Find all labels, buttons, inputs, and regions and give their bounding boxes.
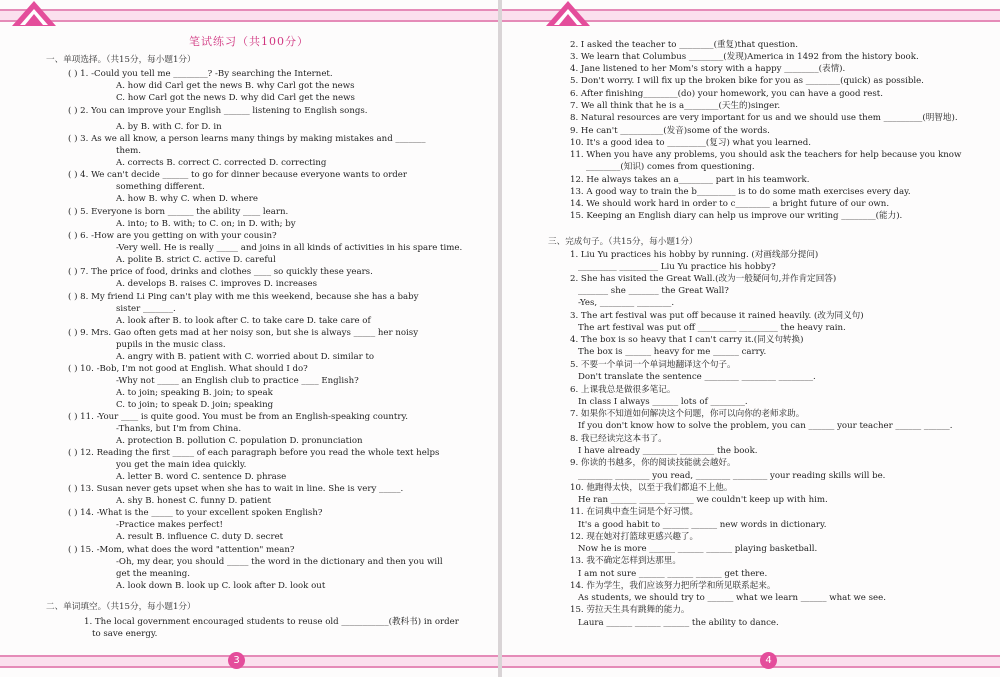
section-header-word-fill: 二、单词填空。（共15分，每小题1分）	[46, 602, 196, 612]
left-line: ( ) 2. You can improve your English ______ listening to English songs.	[68, 106, 368, 116]
page-title: 笔试练习（共100分）	[189, 35, 309, 48]
left-line: A. angry with B. patient with C. worried about D. similar to	[116, 352, 375, 362]
right-line: _________ _________ Liu Yu practice his hobby?	[578, 262, 776, 272]
right-line: I have already ________ ________ the book.	[578, 446, 758, 456]
left-page	[0, 0, 498, 677]
right-line: Now he is more ______ ______ ______ playing basketball.	[578, 544, 818, 554]
right-line: In class I always ______ lots of ________.	[578, 397, 748, 407]
right-line: 7. 如果你不知道如何解决这个问题，你可以向你的老师求助。	[570, 409, 805, 419]
left-line: ( ) 10. -Bob, I'm not good at English. What should I do?	[68, 364, 308, 374]
left-line: ( ) 3. As we all know, a person learns many things by making mistakes and _______	[68, 134, 426, 144]
right-line: 12. He always takes an a________ part in his teamwork.	[570, 175, 810, 185]
right-line: 3. The art festival was put off because it rained heavily. (改为同义句)	[570, 311, 864, 321]
right-line: 9. 你读的书越多，你的阅读技能就会越好。	[570, 458, 736, 468]
left-line: -Why not _____ an English club to practice ____ English?	[116, 376, 359, 386]
right-line: 14. We should work hard in order to c________ a bright future of our own.	[570, 199, 890, 209]
right-line: 5. 不要一个单词一个单词地翻译这个句子。	[570, 360, 736, 370]
right-line: 10. It's a good idea to _________(复习) what you learned.	[570, 138, 811, 148]
left-line: A. by B. with C. for D. in	[116, 122, 222, 132]
left-line: you get the main idea quickly.	[116, 460, 247, 470]
right-line: If you don't know how to solve the problem, you can ______ your teacher ______ ______.	[578, 421, 953, 431]
left-line: A. to join; speaking B. join; to speak	[116, 388, 273, 398]
left-line: C. to join; to speak D. join; speaking	[116, 400, 274, 410]
left-line: 1. The local government encouraged students to reuse old ___________(教科书) in order	[84, 617, 459, 627]
right-line: I am not sure ______ ______ ______ get there.	[578, 569, 768, 579]
left-line: ( ) 13. Susan never gets upset when she has to wait in line. She is very _____.	[68, 484, 404, 494]
left-line: ( ) 5. Everyone is born ______ the ability ____ learn.	[68, 207, 289, 217]
right-line: 8. Natural resources are very important for us and we should use them _________(明智地).	[570, 113, 958, 123]
right-line: It's a good habit to ______ ______ new words in dictionary.	[578, 520, 827, 530]
left-line: sister _______.	[116, 304, 176, 314]
right-line: 15. Keeping an English diary can help us improve our writing ________(能力).	[570, 211, 903, 221]
left-line: A. look after B. to look after C. to take care D. take care of	[116, 316, 371, 326]
right-line: ________ ________ you read, ________ ________ your reading skills will be.	[578, 471, 886, 481]
left-line: -Oh, my dear, you should _____ the word in the dictionary and then you will	[116, 557, 443, 567]
right-line: 1. Liu Yu practices his hobby by running. (对画线部分提问)	[570, 250, 819, 260]
triangle-ornament-icon	[10, 0, 58, 27]
left-line: ( ) 7. The price of food, drinks and clothes ____ so quickly these years.	[68, 267, 373, 277]
left-line: -Thanks, but I'm from China.	[116, 424, 242, 434]
left-line: A. result B. influence C. duty D. secret	[116, 532, 284, 542]
bottom-border-band	[0, 655, 498, 668]
right-line: 13. 我不确定怎样到达那里。	[570, 556, 681, 566]
left-line: something different.	[116, 182, 205, 192]
left-line: ( ) 6. -How are you getting on with your cousin?	[68, 231, 277, 241]
right-line: Don't translate the sentence ________ ________ ________.	[578, 372, 816, 382]
right-line: 13. A good way to train the b_________ is to do some math exercises every day.	[570, 187, 911, 197]
right-line: 2. She has visited the Great Wall.(改为一般疑问句,并作肯定回答)	[570, 274, 837, 284]
page-number-badge: 4	[760, 652, 777, 669]
left-line: ( ) 15. -Mom, what does the word "attention" mean?	[68, 545, 295, 555]
right-line: _______ she _______ the Great Wall?	[578, 286, 729, 296]
bottom-border-band	[502, 655, 1000, 668]
right-line: 5. Don't worry. I will fix up the broken bike for you as ________(quick) as possible.	[570, 76, 924, 86]
right-line: Laura ______ ______ ______ the ability to dance.	[578, 618, 779, 628]
left-line: A. shy B. honest C. funny D. patient	[116, 496, 271, 506]
left-line: get the meaning.	[116, 569, 190, 579]
left-line: ( ) 11. -Your ____ is quite good. You must be from an English-speaking country.	[68, 412, 408, 422]
right-line: The box is ______ heavy for me ______ carry.	[578, 347, 767, 357]
right-line: -Yes, ________ ________.	[578, 298, 675, 308]
right-line: 11. When you have any problems, you should ask the teachers for help because you know	[570, 150, 962, 160]
left-line: A. how did Carl get the news B. why Carl got the news	[116, 81, 355, 91]
left-line: ( ) 14. -What is the _____ to your excellent spoken English?	[68, 508, 323, 518]
page-number-badge: 3	[228, 652, 245, 669]
section-header-multiple-choice: 一、单项选择。（共15分，每小题1分）	[46, 55, 196, 65]
right-line: 14. 作为学生，我们应该努力把所学和所见联系起来。	[570, 581, 776, 591]
right-line: 3. We learn that Columbus ________(发现)America in 1492 from the history book.	[570, 52, 919, 62]
left-line: A. into; to B. with; to C. on; in D. with; by	[116, 219, 296, 229]
right-line: 4. Jane listened to her Mom's story with a happy ________(表情).	[570, 64, 846, 74]
right-line: As students, we should try to ______ what we learn ______ what we see.	[578, 593, 886, 603]
right-line: 15. 劳拉天生具有跳舞的能力。	[570, 605, 690, 615]
right-line: 6. 上课我总是做很多笔记。	[570, 385, 676, 395]
left-line: them.	[116, 146, 141, 156]
right-line: ________(知识) comes from questioning.	[586, 162, 755, 172]
right-line: 10. 他跑得太快，以至于我们都追不上他。	[570, 483, 733, 493]
left-line: A. corrects B. correct C. corrected D. correcting	[116, 158, 327, 168]
right-line: 4. The box is so heavy that I can't carry it.(同义句转换)	[570, 335, 804, 345]
section-header-complete-sentences: 三、完成句子。（共15分，每小题1分）	[548, 237, 698, 247]
left-line: A. letter B. word C. sentence D. phrase	[116, 472, 287, 482]
left-line: C. how Carl got the news D. why did Carl get the news	[116, 93, 355, 103]
left-line: ( ) 1. -Could you tell me ________? -By searching the Internet.	[68, 69, 333, 79]
right-line: 11. 在词典中查生词是个好习惯。	[570, 507, 699, 517]
left-line: A. protection B. pollution C. population D. pronunciation	[116, 436, 363, 446]
left-line: A. how B. why C. when D. where	[116, 194, 258, 204]
top-border-band	[0, 9, 498, 22]
right-line: 7. We all think that he is a________(天生的)singer.	[570, 101, 781, 111]
triangle-ornament-icon	[544, 0, 592, 27]
right-line: 9. He can't __________(发音)some of the words.	[570, 126, 770, 136]
right-line: He ran ______ ______ ______ we couldn't keep up with him.	[578, 495, 828, 505]
right-line: 12. 现在她对打篮球更感兴趣了。	[570, 532, 699, 542]
left-line: -Very well. He is really _____ and joins in all kinds of activities in his spare time.	[116, 243, 463, 253]
right-line: 2. I asked the teacher to ________(重复)that question.	[570, 40, 798, 50]
left-line: ( ) 12. Reading the first _____ of each paragraph before you read the whole text helps	[68, 448, 440, 458]
left-line: ( ) 4. We can't decide ______ to go for dinner because everyone wants to order	[68, 170, 407, 180]
left-line: A. look down B. look up C. look after D. look out	[116, 581, 326, 591]
right-page	[502, 0, 1000, 677]
right-line: The art festival was put off _________ _________ the heavy rain.	[578, 323, 846, 333]
left-line: to save energy.	[92, 629, 158, 639]
left-line: ( ) 9. Mrs. Gao often gets mad at her noisy son, but she is always _____ her noisy	[68, 328, 419, 338]
right-line: 8. 我已经读完这本书了。	[570, 434, 667, 444]
left-line: -Practice makes perfect!	[116, 520, 223, 530]
left-line: ( ) 8. My friend Li Ping can't play with me this weekend, because she has a baby	[68, 292, 419, 302]
left-line: pupils in the music class.	[116, 340, 226, 350]
right-line: 6. After finishing________(do) your homework, you can have a good rest.	[570, 89, 883, 99]
left-line: A. polite B. strict C. active D. careful	[116, 255, 276, 265]
left-line: A. develops B. raises C. improves D. increases	[116, 279, 318, 289]
